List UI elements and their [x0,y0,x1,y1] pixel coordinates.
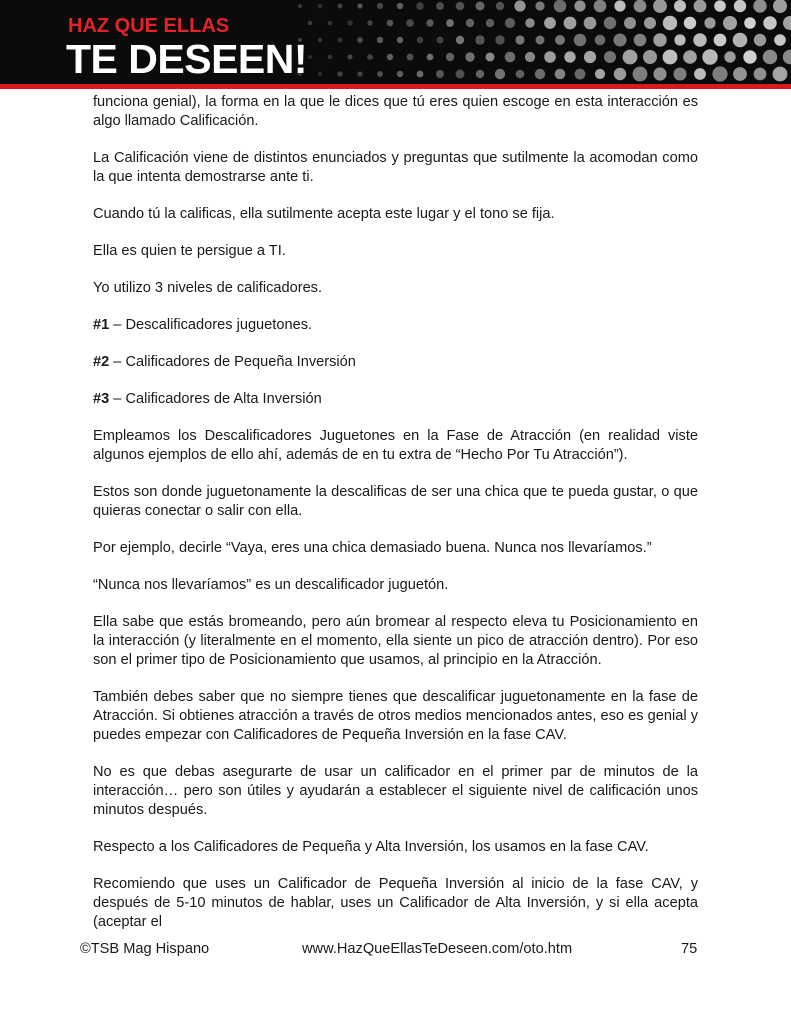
level-item [93,316,698,335]
decor-dot [663,50,678,65]
decor-dot [328,21,333,26]
paragraph: funciona genial), la forma en la que le dices que tú eres quien escoge en esta interacción es algo llamado Calificación. [93,94,698,129]
decor-dot [377,3,383,9]
decor-dot [348,55,353,60]
paragraph: Cuando tú la calificas, ella sutilmente acepta este lugar y el tono se fija. [93,206,555,222]
decor-dot [723,16,737,30]
level-number: #1 [93,317,110,333]
decor-dot [426,19,433,26]
level-number: #3 [93,391,110,407]
decor-dot [684,17,696,29]
decor-dot [318,38,323,43]
decor-dot [693,33,706,46]
decor-dot [456,2,465,11]
decor-dot [653,67,666,80]
decor-dot [397,3,403,9]
paragraph: Respecto a los Calificadores de Pequeña y Alta Inversión, los usamos en la fase CAV. [93,839,649,855]
page-header [0,0,791,84]
decor-dot [377,37,383,43]
decor-dot [465,52,474,61]
footer-url-link[interactable]: www.HazQueEllasTeDeseen.com/oto.htm [302,941,573,957]
decor-dot [744,17,756,29]
decor-dot [397,71,403,77]
decor-dot [575,69,586,80]
decor-dot [407,54,414,61]
decor-dot [367,20,372,25]
decor-dot [644,17,656,29]
decor-dot [733,67,747,81]
decor-dot [653,0,667,13]
decor-dot [674,68,687,81]
decor-dot [702,49,717,64]
decor-dot [328,55,333,60]
decor-dot [377,71,383,77]
decor-dot [653,33,666,46]
header-red-stripe [0,84,791,89]
decor-dot [663,16,677,30]
decor-dot [525,18,534,27]
decor-dot [505,52,516,63]
decor-dot [495,35,504,44]
decor-dot [634,34,647,47]
decor-dot [614,34,627,47]
decor-dot [694,68,706,80]
decor-dot [456,70,465,79]
decor-dot [308,55,312,59]
decor-dot [734,0,746,12]
decor-dot [595,69,605,79]
decor-dot [436,70,444,78]
decor-dot [318,4,322,8]
decor-dot [437,37,444,44]
level-text: – Descalificadores juguetones. [109,317,313,333]
decor-dot [476,2,485,11]
decor-dot [604,51,616,63]
decor-dot [614,68,626,80]
decor-dot [387,54,393,60]
decor-dot [555,35,565,45]
decor-dot [516,70,525,79]
decor-dot [624,17,636,29]
decor-dot [594,0,607,12]
paragraph: Ella es quien te persigue a TI. [93,243,286,259]
decor-dot [574,0,585,11]
decor-dot [397,37,403,43]
decor-dot [416,2,423,9]
decor-dot [773,67,788,82]
decor-dot [514,0,525,11]
decor-dot [357,37,363,43]
decor-dot [308,21,312,25]
paragraph: También debes saber que no siempre tienes que descalificar juguetonamente en la fase de Atracción. Si obtienes atracción a través de otros medios mencionados antes, eso es genial y puedes empezar con Calificadores de Pequeña Inversión en la fase CAV. [93,689,698,743]
level-item [93,353,698,372]
decor-dot [783,16,791,30]
paragraph: Estos son donde juguetonamente la descalificas de ser una chica que te pueda gustar, o que quieras conectar o salir con ella. [93,484,698,519]
decor-dot [584,17,597,30]
brand-tagline: HAZ QUE ELLAS [68,15,230,37]
decor-dot [714,34,727,47]
decor-dot [564,17,577,30]
decor-dot [633,67,648,82]
paragraph: Por ejemplo, decirle “Vaya, eres una chica demasiado buena. Nunca nos llevaríamos.” [93,540,652,556]
decor-dot [714,0,726,12]
decor-dot [515,35,524,44]
decor-dot [694,0,707,12]
decor-dot [712,66,727,81]
level-item [93,390,698,409]
decor-dot [544,17,556,29]
decor-dot [525,52,535,62]
decor-dot [564,51,575,62]
footer-copyright: ©TSB Mag Hispano [80,941,210,957]
decor-dot [505,18,515,28]
paragraph: Recomiendo que uses un Calificador de Pequeña Inversión al inicio de la fase CAV, y después de 5-10 minutos de hablar, uses un Calificador de Alta Inversión, y si ella acepta (aceptar el [93,876,698,930]
brand-title: TE DESEEN! [66,36,308,82]
decor-dot [753,0,766,13]
decor-dot [595,35,606,46]
paragraph: “Nunca nos llevaríamos” es un descalificador juguetón. [93,577,449,593]
paragraph: Ella sabe que estás bromeando, pero aún bromear al respecto eleva tu Posicionamiento en la interacción (y literalmente en el momento, ella siente un pico de atracción dentro). Por eso son el primer tipo de Posicionamiento que usamos, al principio en la Atracción. [93,614,698,668]
decor-dot [367,54,373,60]
decor-dot [427,54,434,61]
level-number: #2 [93,354,110,370]
decor-dot [773,0,787,13]
decor-dot [774,34,786,46]
decor-dot [535,1,544,10]
decor-dot [495,69,505,79]
paragraph: No es que debas asegurarte de usar un calificador en el primer par de minutos de la interacción… pero son útiles y ayudarán a establecer el siguiente nivel de calificación unos minutos después. [93,764,698,818]
decor-dot [683,50,697,64]
decor-dot [634,0,647,12]
decor-dot [743,50,756,63]
decor-dot [704,17,715,28]
decor-dot [337,71,342,76]
decor-dot [486,19,494,27]
decor-dot [475,35,485,45]
page-number: 75 [681,941,698,957]
decor-dot [466,19,474,27]
decor-dot [456,36,464,44]
decor-dot [387,20,394,27]
decor-dot [614,0,625,11]
paragraph: Yo utilizo 3 niveles de calificadores. [93,280,323,296]
decor-dot [584,51,596,63]
decor-dot [554,0,567,12]
decor-dot [536,36,545,45]
decor-dot [604,17,616,29]
decor-dot [476,70,484,78]
decor-dot [417,71,424,78]
decor-dot [555,69,566,80]
decor-dot [733,33,748,48]
decor-dot [338,4,343,9]
decor-dot [754,34,766,46]
decor-dot [763,50,777,64]
decor-dot [417,37,424,44]
decor-dot [783,50,791,64]
decor-dot [357,71,362,76]
decor-dot [643,50,657,64]
page-body [93,93,698,932]
decor-dot [318,72,322,76]
decor-dot [406,19,414,27]
paragraph: La Calificación viene de distintos enunciados y preguntas que sutilmente la acomodan como la que intenta demostrarse ante ti. [93,150,698,185]
decor-dot [338,38,343,43]
level-text: – Calificadores de Pequeña Inversión [109,354,356,370]
decor-dot [623,50,638,65]
decor-dot [436,2,444,10]
decor-dot [535,69,545,79]
decor-dot [763,16,776,29]
paragraph: Empleamos los Descalificadores Juguetones en la Fase de Atracción (en realidad viste algunos ejemplos de ello ahí, además de en tu extra de “Hecho Por Tu Atracción”). [93,428,698,463]
decor-dot [754,68,767,81]
level-text: – Calificadores de Alta Inversión [109,391,322,407]
decor-dot [674,34,685,45]
decor-dot [446,19,454,27]
decor-dot [446,53,454,61]
page-footer [0,941,791,961]
decor-dot [496,2,504,10]
decor-dot [674,0,686,12]
decor-dot [544,51,556,63]
decor-dot [574,34,587,47]
decor-dot [357,3,362,8]
decor-dot [298,4,302,8]
decor-dot [724,51,735,62]
decor-dot [347,20,352,25]
decor-dot [486,53,495,62]
